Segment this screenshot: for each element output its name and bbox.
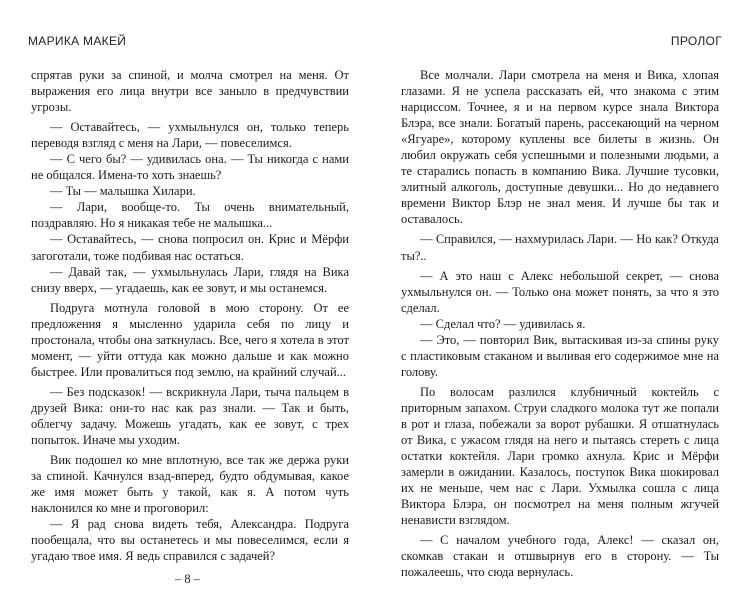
- paragraph: — Я рад снова видеть тебя, Александра. Подруга пообещала, что вы останетесь и мы повеселимся, если я угадаю твое имя. Я ведь справился с задачей?: [31, 517, 349, 564]
- paragraph: По волосам разлился клубничный коктейль с приторным запахом. Струи сладкого молока тут же попали в рот и глаза, побежали за ворот рубашки. Я отшатнулась от Вика, с ужасом глядя на него и пытаясь стереть с лица остатки коктейля. Лари громко ахнула. Крис и Мёрфи замерли в ожидании. Казалось, поступок Вика шокировал их не меньше, чем нас с Лари. Ухмылка сошла с лица Виктора Блэра, он посмотрел на меня полным жгучей ненависти взглядом.: [401, 384, 719, 528]
- paragraph: — А это наш с Алекс небольшой секрет, — снова ухмыльнулся он. — Только она может понять, за что я это сделал.: [401, 268, 719, 315]
- paragraph: — Лари, вообще-то. Ты очень внимательный, поздравляю. Но я никакая тебе не малышка...: [31, 200, 349, 231]
- paragraph: — Справился, — нахмурилась Лари. — Но как? Откуда ты?..: [401, 232, 719, 263]
- running-header-author: МАРИКА МАКЕЙ: [28, 34, 127, 48]
- running-header-section: ПРОЛОГ: [670, 34, 722, 48]
- paragraph: Все молчали. Лари смотрела на меня и Вика, хлопая глазами. Я не успела рассказать ей, что знакома с этим нарциссом. Точнее, я и на первом курсе знала Виктора Блэра, все знали. Богатый парень, рассекающий на черном «Ягуаре», которому куплены все билеты в жизнь. Он любил окружать себя успешными и полезными людьми, а те старались попасть в компанию Вика. Лучшие тусовки, элитный алкоголь, доступные девушки... Но до недавнего времени Виктор Блэр не знал меня. И лучше бы так и оставалось.: [401, 68, 719, 227]
- paragraph: — Оставайтесь, — ухмыльнулся он, только теперь переводя взгляд с меня на Лари, — повеселимся.: [31, 120, 349, 151]
- paragraph: — Ты — малышка Хилари.: [50, 184, 196, 199]
- paragraph: — Оставайтесь, — снова попросил он. Крис и Мёрфи загоготали, тоже подбивая нас остаться.: [31, 232, 349, 263]
- paragraph: — С началом учебного года, Алекс! — сказал он, скомкав стакан и отшвырнув его в сторону. — Ты пожалеешь, что сюда вернулась.: [401, 533, 719, 580]
- paragraph: Подруга мотнула головой в мою сторону. От ее предложения я мысленно ударила себя по лицу и простонала, чтобы она заткнулась. Все, чего я хотела в этот момент, — уйти оттуда как можно дальше и как можно быстрее. Или провалиться под землю, на крайний случай...: [31, 300, 349, 379]
- paragraph: — Это, — повторил Вик, вытаскивая из-за спины руку с пластиковым стаканом и выливая его содержимое мне на голову.: [401, 332, 719, 379]
- paragraph: Вик подошел ко мне вплотную, все так же держа руки за спиной. Качнулся взад-вперед, будто обдумывая, какое же имя может быть у такой, как я. А потом чуть наклонился ко мне и проговорил:: [31, 453, 349, 516]
- paragraph: — С чего бы? — удивилась она. — Ты никогда с нами не общался. Имена-то хоть знаешь?: [31, 152, 349, 183]
- paragraph: спрятав руки за спиной, и молча смотрел на меня. От выражения его лица внутри все заныло в предчувствии угрозы.: [31, 68, 349, 115]
- right-page-text: [401, 67, 719, 580]
- page-number: – 8 –: [175, 572, 200, 586]
- paragraph: — Давай так, — ухмыльнулась Лари, глядя на Вика снизу вверх, — угадаешь, как ее зовут, и мы останемся.: [31, 264, 349, 295]
- paragraph: — Без подсказок! — вскрикнула Лари, тыча пальцем в друзей Вика: они-то нас как раз знали. — Так и быть, облегчу задачу. Можешь угадать, как ее зовут, с трех попыток. Иначе мы уходим.: [31, 384, 349, 448]
- left-page-text: [31, 67, 349, 564]
- paragraph: — Сделал что? — удивилась я.: [420, 316, 586, 331]
